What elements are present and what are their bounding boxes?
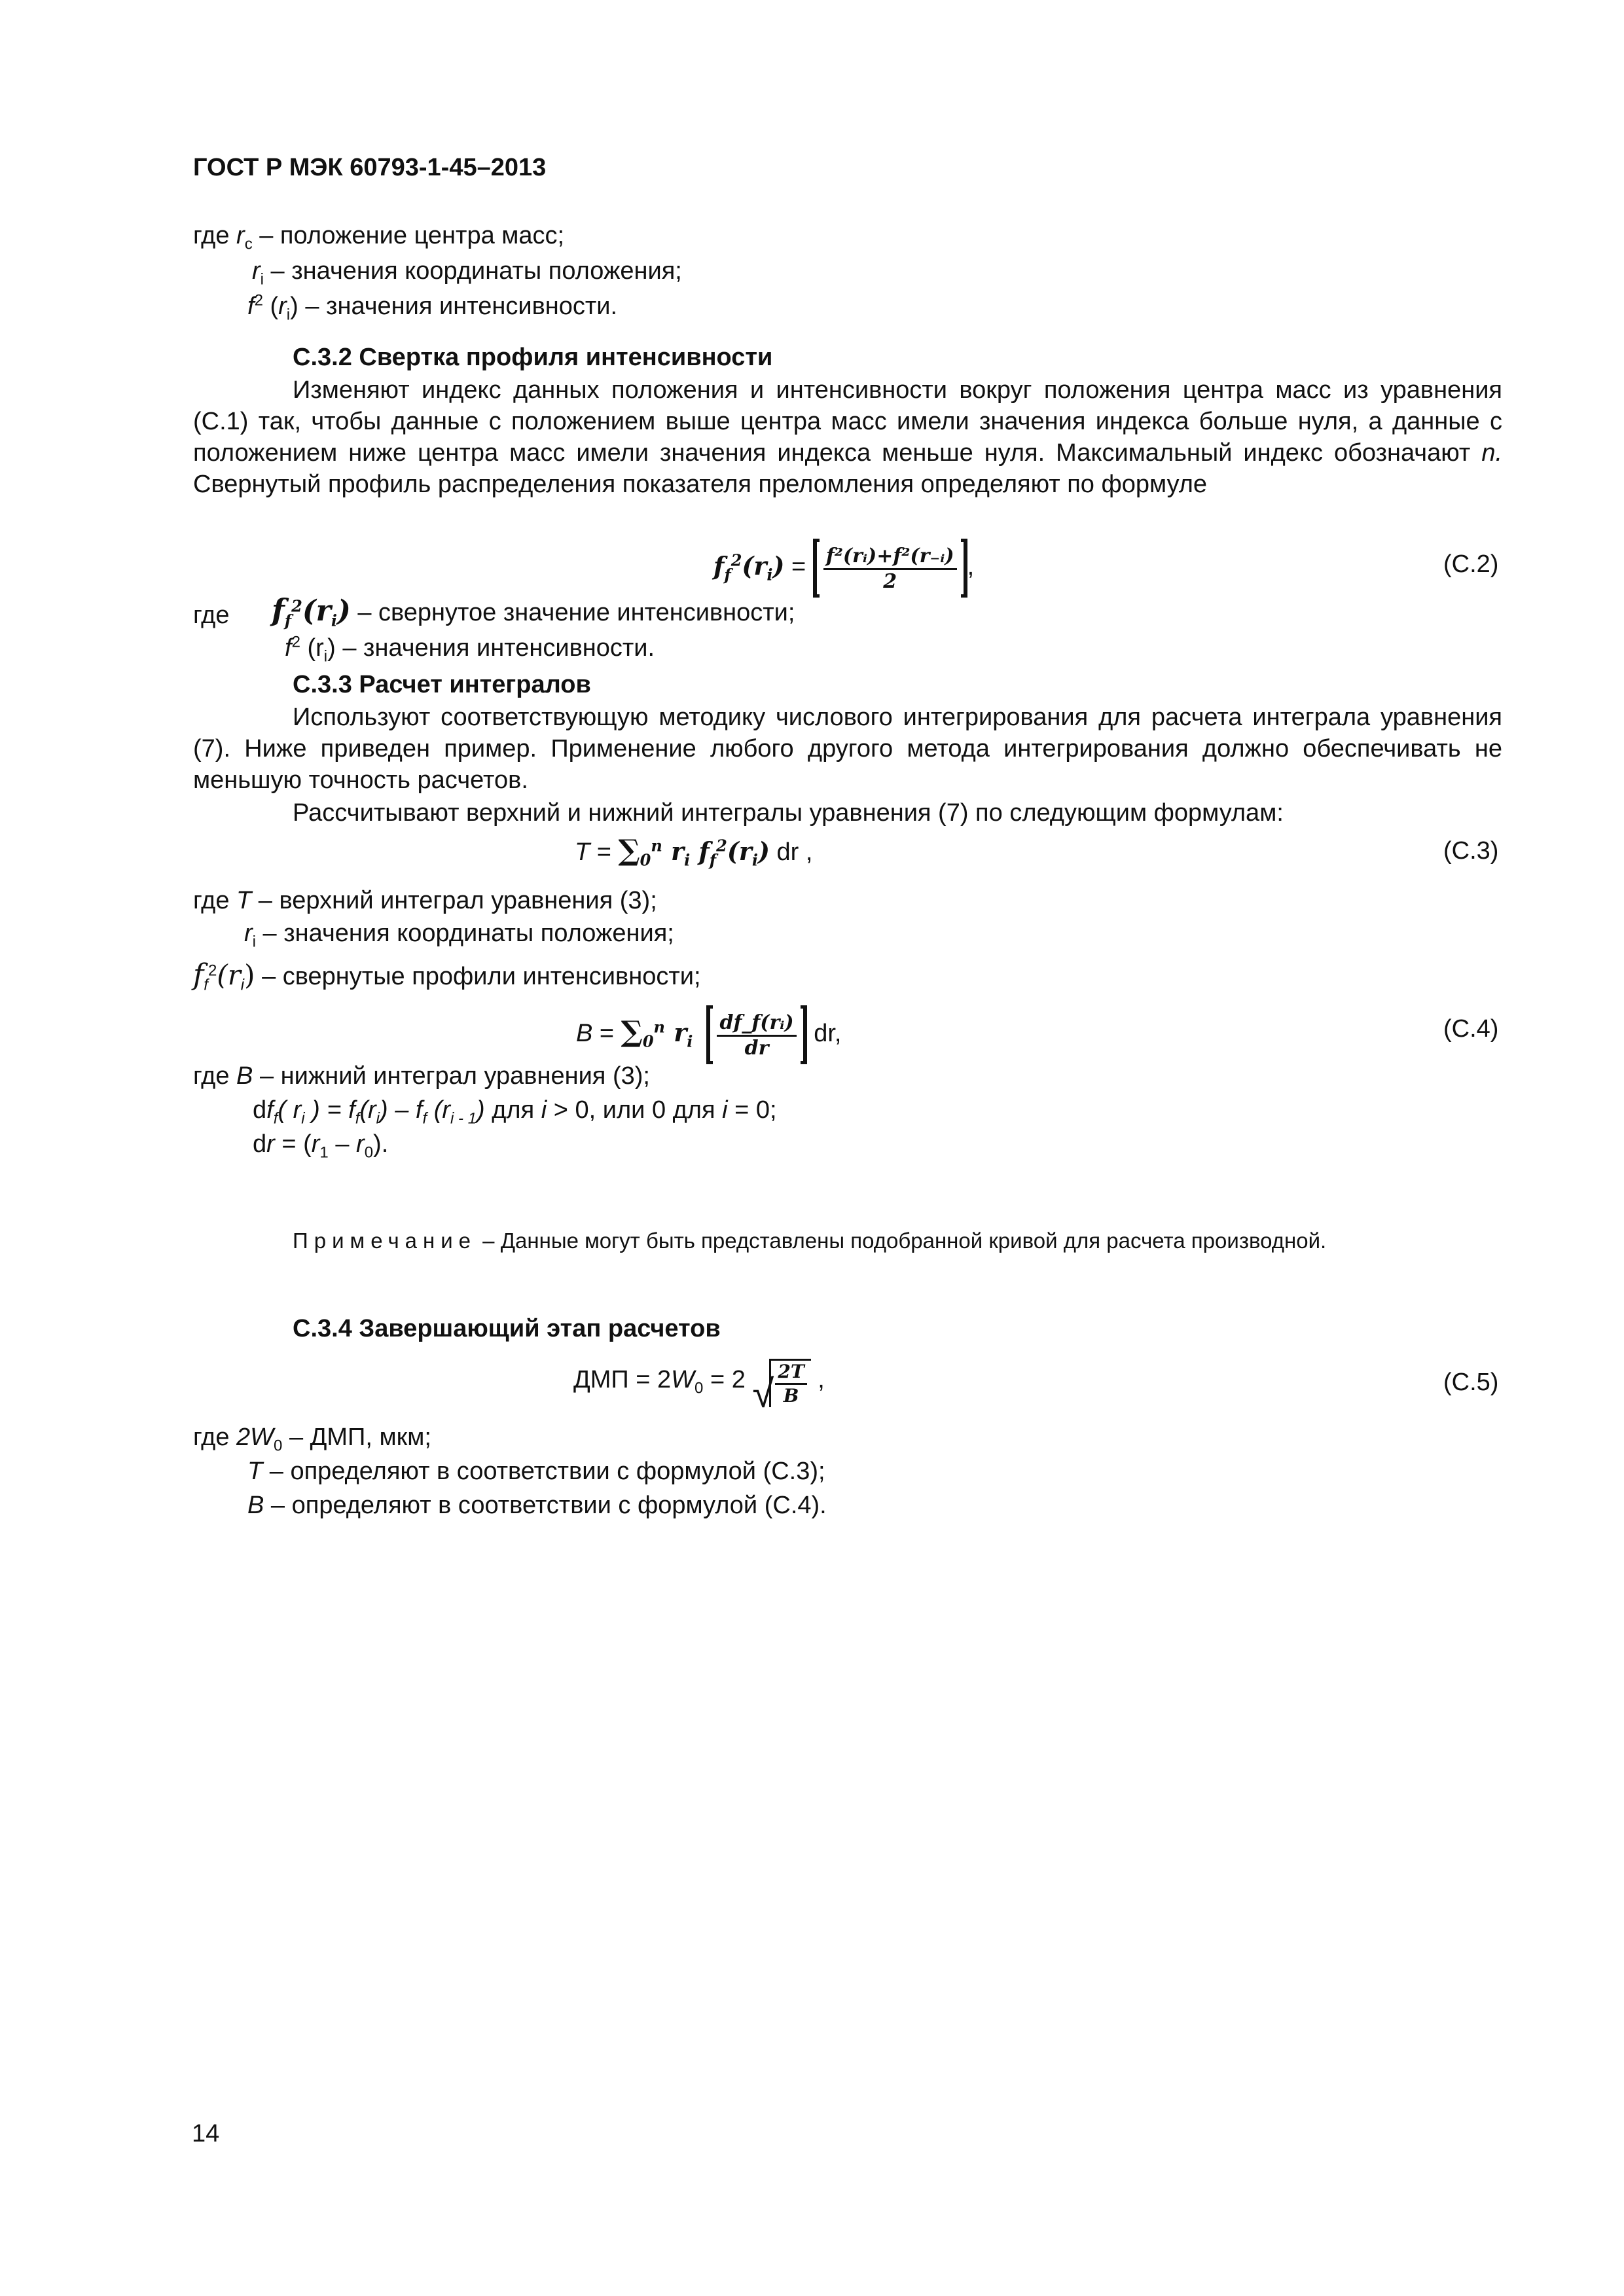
eq-arg: (r xyxy=(727,836,752,866)
definition-text: – нижний интеграл уравнения (3); xyxy=(253,1062,650,1090)
comma: , xyxy=(967,553,975,581)
superscript: 2 xyxy=(291,633,300,651)
document-header: ГОСТ Р МЭК 60793-1-45–2013 xyxy=(193,154,547,181)
definition-text: – ДМП, мкм; xyxy=(282,1424,431,1451)
definition-rc xyxy=(193,220,564,251)
symbol-B: B xyxy=(236,1062,253,1090)
definition-B-c5 xyxy=(247,1490,827,1521)
definition-T-c5 xyxy=(247,1456,825,1487)
subscript: 0 xyxy=(642,1031,654,1051)
equation-middle: = 2 xyxy=(703,1366,746,1393)
fraction-denominator: 2 xyxy=(883,570,897,594)
eq-symbol-f: f xyxy=(193,958,204,992)
equation-number-c2: (С.2) xyxy=(1443,550,1499,578)
eq-arg: (r xyxy=(427,1096,451,1124)
page-number: 14 xyxy=(192,2120,220,2147)
subscript: f xyxy=(709,850,717,870)
superscript: 2 xyxy=(208,961,217,980)
where-label: где xyxy=(193,222,237,249)
superscript: 2 xyxy=(254,291,263,310)
radicand xyxy=(769,1359,810,1407)
eq-symbol-f: f xyxy=(713,551,725,581)
equation-c4 xyxy=(576,1003,841,1064)
where-label: где xyxy=(193,1062,237,1090)
equation-number-c4: (С.4) xyxy=(1443,1015,1499,1043)
definition-f2 xyxy=(247,291,617,322)
section-heading-c34: С.3.4 Завершающий этап расчетов xyxy=(293,1315,721,1342)
equation-lhs: ДМП = 2 xyxy=(573,1366,672,1393)
definition-ff2-profiles xyxy=(193,960,701,992)
symbol-T: T xyxy=(575,838,590,866)
minus-sign: – xyxy=(328,1130,357,1158)
symbol-T: T xyxy=(247,1458,263,1485)
paragraph-text: Используют соответствующую методику числового интегрирования для расчета интеграла уравнения (7). Ниже приведен пример. Применение любого другого метода интегрирования должно обеспечивать не меньшую точность расчетов. xyxy=(193,704,1502,794)
d-symbol: d xyxy=(253,1096,267,1124)
symbol-B: B xyxy=(576,1020,593,1047)
symbol-f: f xyxy=(247,293,255,320)
equation-number-c5: (С.5) xyxy=(1443,1369,1499,1396)
subscript: f xyxy=(422,1109,427,1128)
definition-text: – значения интенсивности. xyxy=(335,634,655,662)
superscript: n xyxy=(653,1017,665,1037)
paren: ) xyxy=(290,293,298,320)
fraction-denominator: B xyxy=(783,1384,799,1407)
equation-c3 xyxy=(575,835,812,868)
definition-ri-c3 xyxy=(244,918,674,949)
definition-text: – значения координаты положения; xyxy=(264,257,682,285)
paragraph-c32 xyxy=(193,374,1502,500)
equals-sign: = xyxy=(784,553,813,581)
subscript: 0 xyxy=(364,1143,374,1162)
section-heading-c32: С.3.2 Свертка профиля интенсивности xyxy=(293,344,773,371)
eq-paren: ) xyxy=(772,551,785,581)
note xyxy=(293,1225,1326,1257)
paragraph-c33 xyxy=(193,702,1502,796)
eq-paren: ) xyxy=(757,836,770,866)
note-label: Примечание xyxy=(293,1229,477,1253)
sum-symbol: ∑ xyxy=(621,1015,643,1049)
square-bracket xyxy=(706,1005,806,1064)
subscript: 0 xyxy=(695,1379,704,1397)
eq-arg: ( r xyxy=(278,1096,302,1124)
definition-text: – свернутое значение интенсивности; xyxy=(350,599,795,626)
symbol-r: r xyxy=(356,1130,365,1158)
eq-symbol-f: f xyxy=(272,592,285,628)
subscript: i xyxy=(751,850,758,870)
definition-f2-second xyxy=(285,632,655,664)
equals-sign: = xyxy=(590,838,619,866)
eq-symbol-r: r xyxy=(662,836,685,866)
symbol-i: i xyxy=(722,1096,728,1124)
sum-symbol: ∑ xyxy=(618,834,640,867)
definition-dff xyxy=(253,1094,777,1126)
fraction-numerator: 2T xyxy=(775,1361,806,1385)
subscript: 1 xyxy=(319,1143,329,1162)
subscript: i xyxy=(240,976,245,994)
radical-sign: √ xyxy=(752,1371,774,1416)
paragraph-text-continued: Свернутый профиль распределения показателя преломления определяют по формуле xyxy=(193,471,1208,498)
where-label-c2: где xyxy=(193,601,230,629)
symbol-f: f xyxy=(266,1096,274,1124)
fraction xyxy=(823,545,957,594)
eq-paren: ) xyxy=(336,594,351,628)
symbol-f: f xyxy=(348,1096,355,1124)
definition-text: = 0; xyxy=(727,1096,777,1124)
subscript: i - 1 xyxy=(450,1109,477,1128)
superscript: n xyxy=(651,836,662,855)
subscript: i xyxy=(376,1109,380,1128)
definition-text: – положение центра масс; xyxy=(252,222,565,249)
paren: ) xyxy=(327,634,336,662)
subscript: f xyxy=(284,611,292,630)
subscript: i xyxy=(286,306,291,324)
eq-symbol-f: f xyxy=(690,836,710,866)
subscript: f xyxy=(273,1109,278,1128)
fraction-numerator: f²(rᵢ)+f²(r₋ᵢ) xyxy=(823,545,957,570)
subscript: i xyxy=(301,1109,305,1128)
definition-dr xyxy=(253,1128,388,1160)
symbol-f: f xyxy=(285,634,292,662)
eq-paren: ) xyxy=(244,959,255,991)
comma: , xyxy=(799,838,813,866)
symbol-f: f xyxy=(415,1096,423,1124)
square-bracket xyxy=(813,539,967,598)
symbol-r: r xyxy=(236,222,245,249)
subscript: i xyxy=(323,647,328,666)
definition-text: – верхний интеграл уравнения (3); xyxy=(251,887,657,914)
eq-arg: (r xyxy=(300,634,324,662)
note-text: – Данные могут быть представлены подобранной кривой для расчета производной. xyxy=(477,1229,1327,1253)
definition-text: для xyxy=(484,1096,541,1124)
subscript: 0 xyxy=(640,850,651,870)
definition-text: – определяют в соответствии с формулой (С.3); xyxy=(262,1458,825,1485)
symbol-r: r xyxy=(266,1130,275,1158)
d-symbol: d xyxy=(253,1130,267,1158)
fraction-denominator: dr xyxy=(744,1037,769,1060)
superscript: 2 xyxy=(291,596,302,616)
definition-text: – значения интенсивности. xyxy=(298,293,618,320)
symbol-B: B xyxy=(247,1492,264,1519)
equation-c2 xyxy=(713,537,974,598)
fraction xyxy=(775,1361,806,1407)
differential: dr, xyxy=(806,1020,842,1047)
symbol-i: i xyxy=(541,1096,547,1124)
definition-2W0 xyxy=(193,1422,431,1453)
subscript: f xyxy=(724,565,731,584)
subscript: i xyxy=(331,611,337,630)
paren: ). xyxy=(373,1130,389,1158)
definition-T xyxy=(193,885,657,916)
symbol-T: T xyxy=(236,887,252,914)
symbol-r: r xyxy=(278,293,287,320)
fraction-numerator: df_f(rᵢ) xyxy=(717,1011,796,1037)
eq-arg: (r xyxy=(742,551,767,581)
paragraph-text: Изменяют индекс данных положения и интенсивности вокруг положения центра масс из уравнения (С.1) так, чтобы данные с положением выше центра масс имели значения индекса больше нуля, а данные с положением ниже центра масс имели значения индекса меньше нуля. Максимальный индекс обозначают xyxy=(193,376,1502,467)
subscript: 0 xyxy=(274,1437,283,1455)
definition-text: – значения координаты положения; xyxy=(256,920,674,947)
definition-text: > 0, или 0 для xyxy=(547,1096,723,1124)
comma: , xyxy=(810,1366,825,1393)
definition-ff2 xyxy=(272,594,795,628)
subscript: i xyxy=(684,850,691,870)
paren: ) xyxy=(477,1096,485,1124)
eq-arg: (r xyxy=(302,594,331,628)
differential: dr xyxy=(769,838,799,866)
superscript: 2 xyxy=(731,550,742,570)
fraction xyxy=(717,1011,796,1060)
eq-arg: (r xyxy=(217,959,241,991)
paragraph-c33-formulas: Рассчитывают верхний и нижний интегралы уравнения (7) по следующим формулам: xyxy=(293,799,1284,827)
eq-symbol-r: r xyxy=(664,1018,687,1047)
equation-c5 xyxy=(573,1347,825,1414)
symbol-n: n. xyxy=(1481,439,1503,467)
equals-sign: ) = xyxy=(304,1096,349,1124)
symbol-r: r xyxy=(311,1130,320,1158)
symbol-r: r xyxy=(252,257,261,285)
subscript: f xyxy=(355,1109,360,1128)
subscript: c xyxy=(244,235,253,253)
where-label: где xyxy=(193,887,237,914)
subscript: i xyxy=(687,1031,693,1051)
square-root xyxy=(752,1348,810,1414)
equals-sign: = xyxy=(592,1020,621,1047)
symbol-r: r xyxy=(244,920,253,947)
subscript: f xyxy=(204,976,208,994)
where-label: где xyxy=(193,1424,237,1451)
superscript: 2 xyxy=(716,836,727,855)
definition-B xyxy=(193,1060,650,1092)
subscript: i xyxy=(260,270,264,289)
equation-number-c3: (С.3) xyxy=(1443,837,1499,865)
symbol-W: W xyxy=(671,1366,695,1393)
definition-ri xyxy=(252,255,682,287)
section-heading-c33: С.3.3 Расчет интегралов xyxy=(293,671,591,698)
subscript: i xyxy=(252,933,256,951)
minus-sign: ) – xyxy=(380,1096,416,1124)
eq-arg: (r xyxy=(359,1096,376,1124)
definition-text: – свернутые профили интенсивности; xyxy=(255,963,701,990)
definition-text: – определяют в соответствии с формулой (С.4). xyxy=(264,1492,827,1519)
symbol-2W: 2W xyxy=(236,1424,274,1451)
equals-sign: = ( xyxy=(274,1130,312,1158)
paren: ( xyxy=(262,293,279,320)
subscript: i xyxy=(767,565,773,584)
